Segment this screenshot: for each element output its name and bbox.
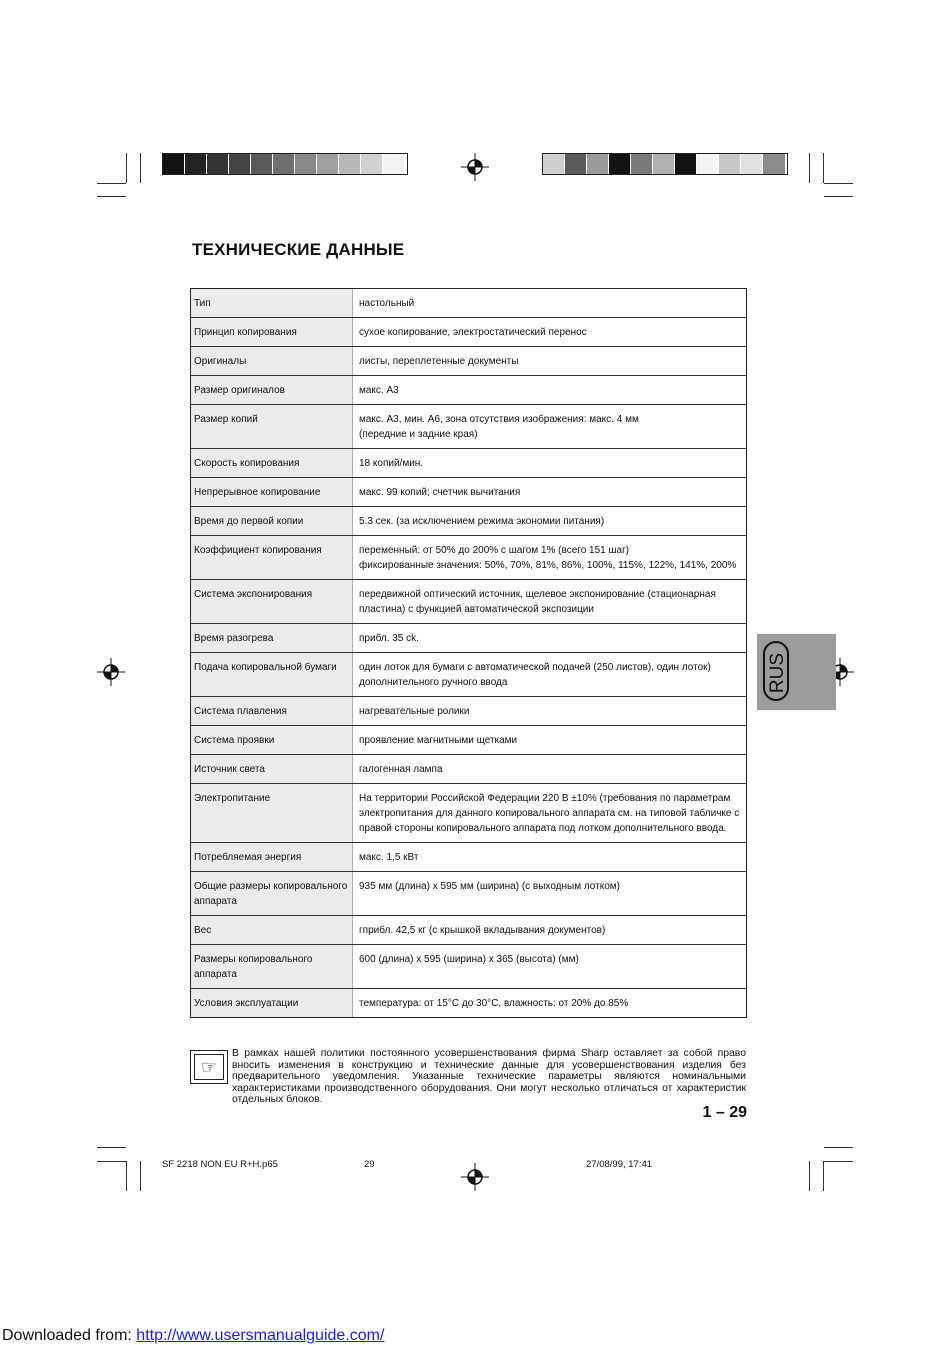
spec-label: Размеры копировального аппарата — [191, 945, 352, 988]
spec-value: 5.3 сек. (за исключением режима экономии питания) — [352, 507, 746, 535]
color-swatch — [339, 154, 361, 174]
spec-value: один лоток для бумаги с автоматической подачей (250 листов), один лоток) дополнительного ручного ввода — [352, 653, 746, 696]
spec-label: Условия эксплуатации — [191, 989, 352, 1017]
spec-label: Система плавления — [191, 697, 352, 725]
spec-row — [191, 449, 746, 478]
spec-row — [191, 405, 746, 449]
spec-row — [191, 843, 746, 872]
spec-row — [191, 697, 746, 726]
spec-label: Время до первой копии — [191, 507, 352, 535]
color-swatch — [163, 154, 185, 174]
registration-mark-icon — [97, 658, 125, 686]
spec-label: Общие размеры копировального аппарата — [191, 872, 352, 915]
spec-value: 600 (длина) x 595 (ширина) x 365 (высота) (мм) — [352, 945, 746, 988]
spec-row — [191, 478, 746, 507]
crop-mark — [126, 1161, 127, 1191]
spec-value: листы, переплетенные документы — [352, 347, 746, 375]
color-swatch — [565, 154, 587, 174]
color-swatch — [763, 154, 785, 174]
crop-mark — [824, 1147, 853, 1148]
spec-row — [191, 289, 746, 318]
spec-value: макс. А3, мин. А6, зона отсутствия изображения: макс. 4 мм (передние и задние края) — [352, 405, 746, 448]
spec-row — [191, 726, 746, 755]
crop-mark — [97, 1147, 126, 1148]
page-number: 1 – 29 — [702, 1104, 747, 1121]
crop-mark — [824, 1161, 853, 1162]
spec-value: передвижной оптический источник, щелевое экспонирование (стационарная пластина) с функцией автоматической экспозиции — [352, 580, 746, 623]
color-swatch — [631, 154, 653, 174]
spec-value: 935 мм (длина) x 595 мм (ширина) (с выходным лотком) — [352, 872, 746, 915]
crop-mark — [140, 1161, 141, 1191]
spec-value: галогенная лампа — [352, 755, 746, 783]
color-swatch — [719, 154, 741, 174]
color-swatch — [697, 154, 719, 174]
color-swatch — [609, 154, 631, 174]
spec-value: макс. А3 — [352, 376, 746, 404]
color-swatch — [273, 154, 295, 174]
spec-label: Коэффициент копирования — [191, 536, 352, 579]
color-swatch — [741, 154, 763, 174]
color-swatch — [185, 154, 207, 174]
spec-label: Электропитание — [191, 784, 352, 842]
spec-row — [191, 755, 746, 784]
registration-mark-icon — [461, 153, 489, 181]
spec-value: На территории Российской Федерации 220 В ±10% (требования по параметрам электропитания для данного копировального аппарата см. на типовой табличке с правой стороны копировального аппарата под лотком дополнительного ввода. — [352, 784, 746, 842]
spec-label: Непрерывное копирование — [191, 478, 352, 506]
spec-label: Система экспонирования — [191, 580, 352, 623]
spec-value: переменный: от 50% до 200% с шагом 1% (всего 151 шаг) фиксированные значения: 50%, 70%, 81%, 86%, 100%, 115%, 122%, 141%, 200% — [352, 536, 746, 579]
registration-mark-icon — [461, 1163, 489, 1191]
color-swatch — [361, 154, 383, 174]
crop-mark — [824, 196, 853, 197]
color-calibration-bar-left — [162, 153, 408, 175]
spec-value: сухое копирование, электростатический перенос — [352, 318, 746, 346]
spec-row — [191, 624, 746, 653]
spec-row — [191, 945, 746, 989]
downloaded-prefix: Downloaded from: — [2, 1327, 137, 1344]
crop-mark — [97, 196, 126, 197]
language-tab-label: RUS — [767, 652, 788, 694]
spec-row — [191, 376, 746, 405]
note-icon — [190, 1050, 228, 1084]
color-swatch — [295, 154, 317, 174]
spec-row — [191, 653, 746, 697]
spec-label: Потребляемая энергия — [191, 843, 352, 871]
spec-value: макс. 1,5 кВт — [352, 843, 746, 871]
spec-label: Система проявки — [191, 726, 352, 754]
spec-label: Скорость копирования — [191, 449, 352, 477]
spec-label: Размер копий — [191, 405, 352, 448]
crop-mark — [809, 1161, 810, 1191]
spec-value: настольный — [352, 289, 746, 317]
spec-label: Время разогрева — [191, 624, 352, 652]
color-swatch — [587, 154, 609, 174]
color-swatch — [653, 154, 675, 174]
spec-label: Оригиналы — [191, 347, 352, 375]
crop-mark — [140, 153, 141, 183]
spec-row — [191, 347, 746, 376]
color-swatch — [317, 154, 339, 174]
spec-table — [190, 288, 747, 1018]
spec-value: макс. 99 копий; счетчик вычитания — [352, 478, 746, 506]
color-swatch — [383, 154, 405, 174]
color-swatch — [229, 154, 251, 174]
spec-value: нагревательные ролики — [352, 697, 746, 725]
spec-row — [191, 580, 746, 624]
footer-datetime: 27/08/99, 17:41 — [586, 1159, 653, 1170]
spec-value: прибл. 35 ck. — [352, 624, 746, 652]
spec-value: 18 копий/мин. — [352, 449, 746, 477]
source-link[interactable]: http://www.usersmanualguide.com/ — [136, 1327, 385, 1344]
spec-row — [191, 872, 746, 916]
spec-row — [191, 784, 746, 843]
spec-row — [191, 916, 746, 945]
spec-row — [191, 507, 746, 536]
note-text: В рамках нашей политики постоянного усовершенствования фирма Sharp оставляет за собой право вносить изменения в конструкцию и технические данные для усовершенствования изделия без предварительного уведомления. Указанные технические параметры являются номинальными характеристиками производственного оборудования. Они могут несколько отличаться от характеристик отдельных блоков. — [232, 1048, 746, 1106]
pointing-hand-icon: ☞ — [194, 1054, 224, 1080]
crop-mark — [97, 1161, 126, 1162]
crop-mark — [824, 183, 853, 184]
crop-mark — [809, 153, 810, 183]
color-swatch — [675, 154, 697, 174]
crop-mark — [823, 1161, 824, 1191]
color-calibration-bar-right — [542, 153, 788, 175]
spec-label: Размер оригиналов — [191, 376, 352, 404]
spec-row — [191, 318, 746, 347]
spec-label: Вес — [191, 916, 352, 944]
downloaded-from — [2, 1327, 384, 1345]
spec-value: проявление магнитными щетками — [352, 726, 746, 754]
spec-label: Подача копировальной бумаги — [191, 653, 352, 696]
crop-mark — [126, 153, 127, 183]
spec-row — [191, 536, 746, 580]
page-title: ТЕХНИЧЕСКИЕ ДАННЫЕ — [192, 240, 405, 259]
footer-page: 29 — [364, 1159, 375, 1170]
footer-file: SF 2218 NON EU R+H.p65 — [162, 1159, 278, 1170]
spec-label: Тип — [191, 289, 352, 317]
spec-label: Принцип копирования — [191, 318, 352, 346]
color-swatch — [207, 154, 229, 174]
spec-value: гприбл. 42,5 кг (с крышкой вкладывания документов) — [352, 916, 746, 944]
spec-value: температура: от 15°С до 30°С, влажность: от 20% до 85% — [352, 989, 746, 1017]
color-swatch — [543, 154, 565, 174]
spec-row — [191, 989, 746, 1017]
crop-mark — [823, 153, 824, 183]
spec-label: Источник света — [191, 755, 352, 783]
crop-mark — [97, 183, 126, 184]
color-swatch — [251, 154, 273, 174]
